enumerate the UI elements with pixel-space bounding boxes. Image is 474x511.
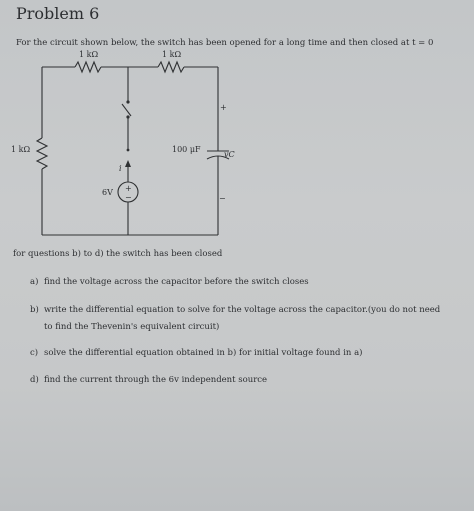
label-r-left: 1 kΩ <box>11 145 31 154</box>
label-cap-minus: − <box>219 194 226 203</box>
question-b <box>30 305 440 332</box>
question-c <box>30 348 362 358</box>
label-source: 6V <box>102 188 113 197</box>
resistor-top-left <box>42 62 158 72</box>
label-r-top-right: 1 kΩ <box>162 50 182 59</box>
question-a <box>30 277 309 287</box>
question-d <box>30 375 267 385</box>
label-cap-plus: + <box>220 103 227 112</box>
problem-title: Problem 6 <box>16 4 100 23</box>
label-capacitor: 100 μF <box>172 145 201 154</box>
question-text: find the voltage across the capacitor before the switch closes <box>44 277 309 287</box>
label-source-minus: − <box>125 193 132 202</box>
question-text: solve the differential equation obtained in b) for initial voltage found in a) <box>44 348 363 358</box>
switch-closed-note: for questions b) to d) the switch has been closed <box>13 249 223 259</box>
label-vc: vC <box>224 150 235 159</box>
label-source-plus: + <box>125 184 132 193</box>
question-continuation: to find the Thevenin's equivalent circuit) <box>44 322 220 332</box>
current-arrow <box>125 160 131 182</box>
question-label: a) <box>30 277 39 287</box>
switch <box>122 67 131 119</box>
circuit-diagram <box>0 0 474 245</box>
resistor-top-right <box>158 62 218 72</box>
problem-statement: For the circuit shown below, the switch has been opened for a long time and then closed at t = 0 <box>16 38 434 48</box>
question-label: b) <box>30 305 39 315</box>
resistor-left <box>37 67 47 235</box>
question-label: d) <box>30 375 39 385</box>
question-text: write the differential equation to solve for the voltage across the capacitor.(you do not need <box>44 305 441 315</box>
label-r-top-left: 1 kΩ <box>79 50 99 59</box>
question-label: c) <box>30 348 39 358</box>
label-current: i <box>119 164 122 173</box>
question-text: find the current through the 6v independent source <box>44 375 268 385</box>
